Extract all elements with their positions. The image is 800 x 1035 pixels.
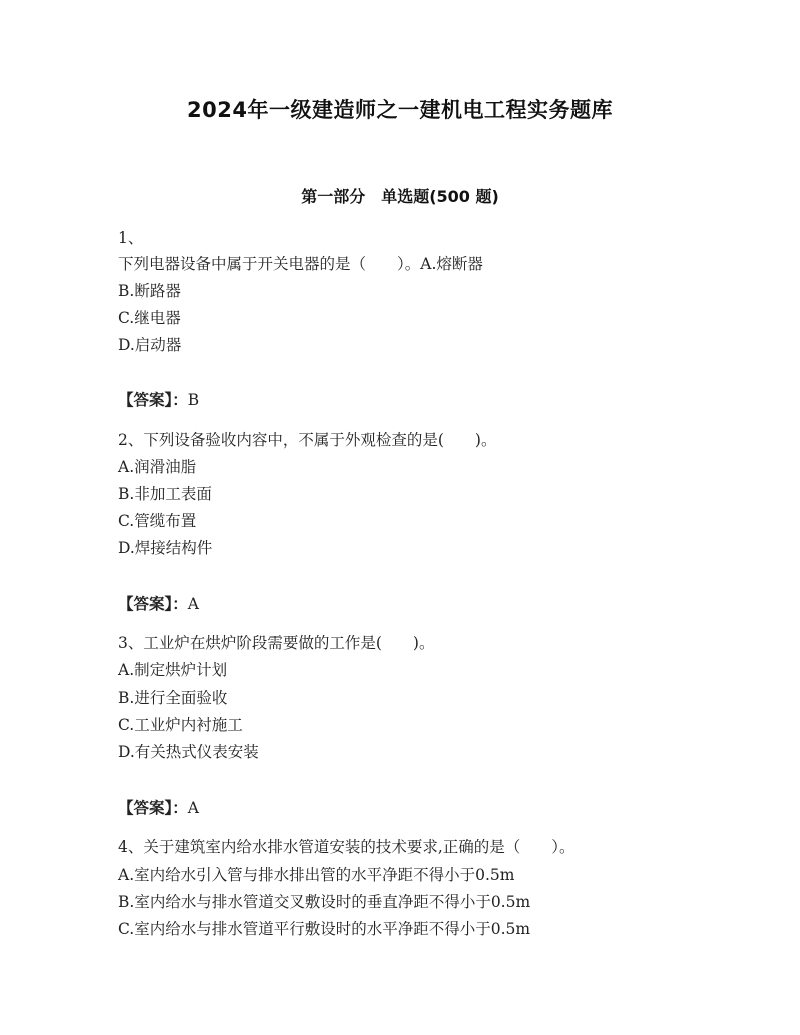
question-2-stem: 2、下列设备验收内容中，不属于外观检查的是( )。 xyxy=(118,431,497,449)
question-3-option-c: C.工业炉内衬施工 xyxy=(118,716,243,734)
question-4-stem: 4、关于建筑室内给水排水管道安装的技术要求,正确的是（ ）。 xyxy=(118,838,575,856)
question-1-option-b: B.断路器 xyxy=(118,282,181,300)
question-1-option-c: C.继电器 xyxy=(118,309,181,327)
question-3-answer xyxy=(118,798,199,818)
document-title: 2024年一级建造师之一建机电工程实务题库 xyxy=(187,98,613,122)
question-2-option-a: A.润滑油脂 xyxy=(118,458,197,476)
question-1-option-d: D.启动器 xyxy=(118,336,182,354)
question-1-stem: 下列电器设备中属于开关电器的是（ ）。A.熔断器 xyxy=(118,255,483,273)
question-3-stem: 3、工业炉在烘炉阶段需要做的工作是( )。 xyxy=(118,634,435,652)
section-heading: 第一部分 单选题(500 题) xyxy=(301,187,499,206)
question-2-option-b: B.非加工表面 xyxy=(118,485,212,503)
question-4-option-a: A.室内给水引入管与排水排出管的水平净距不得小于0.5m xyxy=(118,866,515,884)
answer-value: A xyxy=(187,799,199,817)
question-4-option-c: C.室内给水与排水管道平行敷设时的水平净距不得小于0.5m xyxy=(118,920,531,938)
question-1-number: 1、 xyxy=(118,229,144,247)
answer-label: 【答案】： xyxy=(118,595,188,613)
question-3-option-d: D.有关热式仪表安装 xyxy=(118,743,259,761)
answer-value: B xyxy=(187,391,200,409)
question-2-answer xyxy=(118,594,199,614)
question-2-option-c: C.管缆布置 xyxy=(118,512,197,530)
question-1-answer xyxy=(118,390,199,410)
question-3-option-a: A.制定烘炉计划 xyxy=(118,661,228,679)
answer-value: A xyxy=(187,595,199,613)
answer-label: 【答案】： xyxy=(118,391,188,409)
answer-label: 【答案】： xyxy=(118,799,188,817)
question-2-option-d: D.焊接结构件 xyxy=(118,539,213,557)
question-3-option-b: B.进行全面验收 xyxy=(118,689,228,707)
question-4-option-b: B.室内给水与排水管道交叉敷设时的垂直净距不得小于0.5m xyxy=(118,893,531,911)
